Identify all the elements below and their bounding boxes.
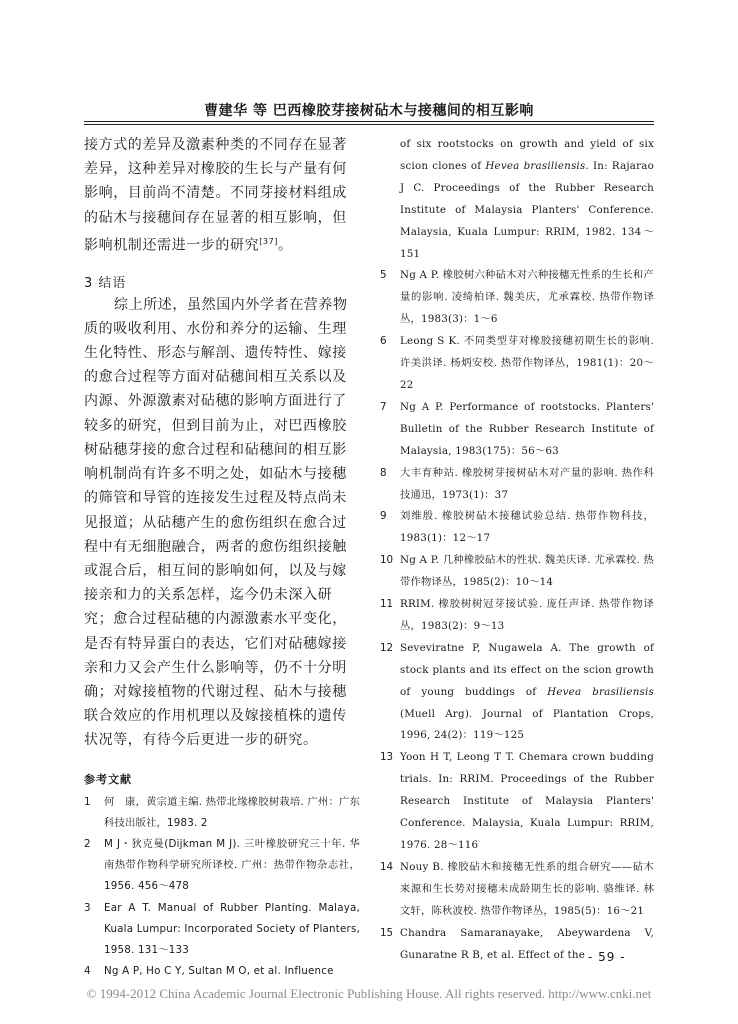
reference-item: 10 Ng A P. 几种橡胶砧木的性状. 魏美庆译. 尤承霖校. 热带作物译丛，1985(2)：10～14 (380, 554, 654, 589)
conclusion-paragraph: 综上所述，虽然国内外学者在营养物质的吸收利用、水份和养分的运输、生理生化特性、形态与解剖、遗传特性、嫁接的愈合过程等方面对砧穗间相互关系以及内源、外源激素对砧穗的影响方面进行了较多的研究，但到目前为止，对巴西橡胶树砧穗芽接的愈合过程和砧穗间的相互影响机制尚有许多不明之处，如砧木与接穗的筛管和导管的连接发生过程及特点尚未见报道；从砧穗产生的愈伤组织在愈合过程中有无细胞融合，两者的愈伤组织接触或混合后，相互间的影响如何，以及与嫁接亲和力的关系怎样，迄今仍未深入研究；愈合过程砧穗的内源激素水平变化，是否有特异蛋白的表达，它们对砧穗嫁接亲和力又会产生什么影响等，仍不十分明确；对嫁接植物的代谢过程、砧木与接穗联合效应的作用机理以及嫁接植株的遗传状况等，有待今后更进一步的研究。 (84, 296, 348, 749)
reference-item: 11 RRIM. 橡胶树树冠芽接试验. 庞任声译. 热带作物译丛，1983(2)：9～13 (380, 598, 654, 632)
reference-continuation: of six rootstocks on growth and yield of six scion clones of Hevea brasiliensis. In: Rajarao J C. Proceedings of the Rubber Research Institute of Malaysia Planters' Conference. Malaysia, Kuala Lumpur: RRIM, 1982. 134～151 (400, 138, 654, 260)
header-rule (84, 121, 654, 122)
copyright-footer: © 1994-2012 China Academic Journal Electronic Publishing House. All rights reserved. http://www.cnki.net (86, 986, 652, 1001)
running-header: 曹建华 等 巴西橡胶芽接树砧木与接穗间的相互影响 (204, 103, 534, 119)
references-heading: 参考文献 (84, 772, 132, 786)
reference-item: 9 刘维殷. 橡胶树砧木接穗试验总结. 热带作物科技，1983(1)：12～17 (380, 510, 654, 545)
citation: [37] (259, 236, 279, 246)
reference-item: 6 Leong S K. 不同类型芽对橡胶接穗初期生长的影响. 许美洪译. 杨炳安校. 热带作物译丛，1981(1)：20～22 (380, 335, 654, 391)
header-rule-thin (84, 124, 654, 125)
reference-item: 2 M J・狄克曼(Dijkman M J). 三叶橡胶研究三十年. 华南热带作物科学研究所译校. 广州：热带作物杂志社，1956. 456～478 (84, 837, 360, 893)
body-paragraph: 接方式的差异及激素种类的不同存在显著差异，这种差异对橡胶的生长与产量有何影响，目前尚不清楚。不同芽接材料组成的砧木与接穗间存在显著的相互影响，但影响机制还需进一步的研究[37]。 (84, 137, 347, 254)
right-column (380, 134, 654, 966)
reference-item: 15 Chandra Samaranayake, Abeywardena V, Gunaratne R B, et al. Effect of the (380, 926, 654, 961)
reference-item: 7 Ng A P. Performance of rootstocks. Planters' Bulletin of the Rubber Research Institute of Malaysia, 1983(175)：56～63 (380, 400, 654, 457)
reference-item: 13 Yoon H T, Leong T T. Chemara crown budding trials. In: RRIM. Proceedings of the Rubber Research Institute of Malaysia Planters' Conference. Malaysia, Kuala Lumpur: RRIM, 1976. 28～116 (380, 751, 654, 851)
left-column (84, 133, 360, 982)
page-number: - 59 - (588, 950, 626, 964)
reference-item: 8 大丰育种站. 橡胶树芽接树砧木对产量的影响. 热作科技通迅，1973(1)：37 (380, 466, 654, 501)
reference-item: 5 Ng A P. 橡胶树六种砧木对六种接穗无性系的生长和产量的影响. 凌绮柏译. 魏美庆，尤承霖校. 热带作物译丛，1983(3)：1～6 (380, 269, 654, 326)
reference-item: 14 Nouy B. 橡胶砧木和接穗无性系的组合研究——砧木来源和生长势对接穗未成龄期生长的影响. 骆维译. 林文轩，陈秋波校. 热带作物译丛，1985(5)：16～21 (380, 860, 654, 917)
section-heading: 3 结语 (84, 275, 127, 291)
reference-item: 12 Seveviratne P, Nugawela A. The growth of stock plants and its effect on the scion growth of young buddings of Hevea brasiliensis (Muell Arg). Journal of Plantation Crops, 1996, 24(2)：119～125 (380, 641, 654, 742)
reference-item: 3 Ear A T. Manual of Rubber Planting. Malaya, Kuala Lumpur: Incorporated Society of Planters, 1958. 131～133 (84, 901, 360, 956)
reference-item: 1 何 康，黄宗道主编. 热带北缘橡胶树栽培. 广州：广东科技出版社，1983. 2 (84, 795, 360, 829)
reference-item: 4 Ng A P, Ho C Y, Sultan M O, et al. Influence (84, 965, 334, 978)
